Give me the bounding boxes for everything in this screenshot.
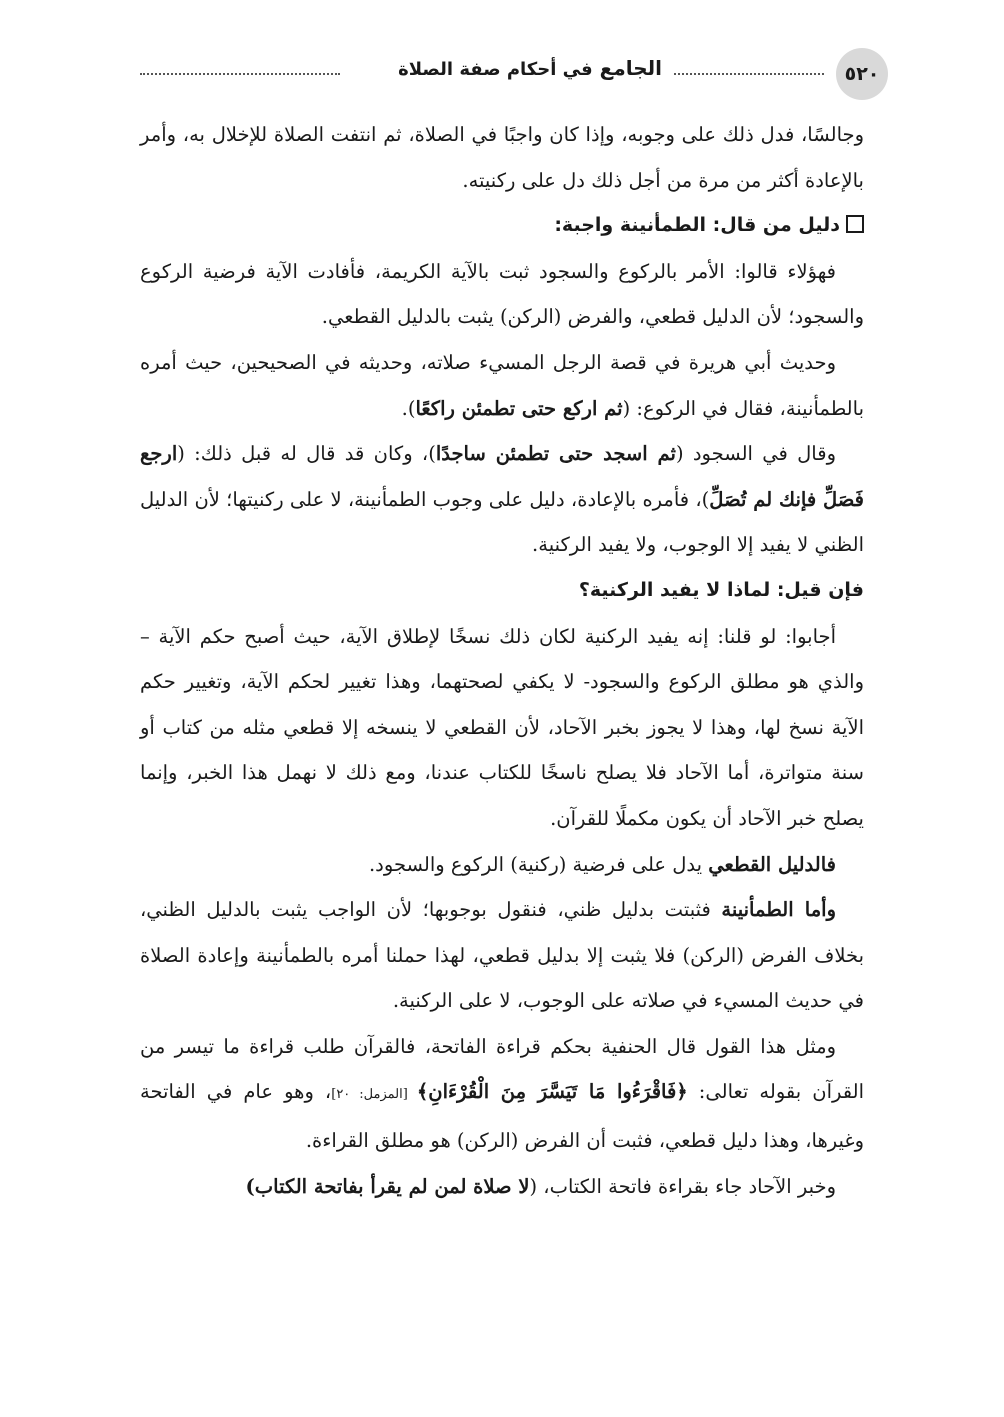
page-number-badge: ٥٢٠: [836, 48, 888, 100]
section-heading-2: فإن قيل: لماذا لا يفيد الركنية؟: [578, 578, 864, 601]
header-dotted-rule-right: [674, 73, 824, 75]
page-header: [140, 48, 888, 100]
p7-bold-lead: وأما الطمأنينة: [721, 898, 837, 922]
running-title: [398, 56, 662, 80]
paragraph-3: [140, 340, 864, 431]
square-bullet-icon: [846, 215, 864, 233]
header-dotted-rule-left: [140, 73, 340, 75]
paragraph-7: [140, 887, 864, 1024]
running-title-sub: في أحكام صفة الصلاة: [398, 59, 593, 80]
p6-text: يدل على فرضية (ركنية) الركوع والسجود.: [368, 852, 709, 876]
p6-bold-lead: فالدليل القطعي: [708, 852, 836, 876]
p9-text-a: وخبر الآحاد جاء بقراءة فاتحة الكتاب، (: [529, 1174, 836, 1198]
paragraph-1: وجالسًا، فدل ذلك على وجوبه، وإذا كان واجبًا في الصلاة، ثم انتفت الصلاة للإخلال به، وأمر بالإعادة أكثر من مرة من أجل ذلك دل على ركنيته.: [140, 123, 864, 192]
paragraph-4: [140, 431, 864, 568]
p3-text-c: ).: [401, 396, 416, 420]
verse-reference: [المزمل: ٢٠]: [331, 1087, 417, 1103]
paragraph-9: [140, 1164, 864, 1210]
p8-text-b: ، وهو عام في الفاتحة وغيرها، وهذا دليل قطعي، فثبت أن الفرض (الركن) هو مطلق القراءة.: [140, 1080, 864, 1153]
hadith-quote-sujud: ثم اسجد حتى تطمئن ساجدًا: [435, 442, 676, 466]
page-body: [140, 112, 864, 1209]
running-title-main: الجامع: [599, 56, 662, 80]
p9-text-c: ): [245, 1174, 255, 1198]
p8-text-a: ومثل هذا القول قال الحنفية بحكم قراءة الفاتحة، فالقرآن طلب قراءة ما تيسر من القرآن بقوله تعالى:: [140, 1034, 864, 1104]
paragraph-5: أجابوا: لو قلنا: إنه يفيد الركنية لكان ذلك نسخًا لإطلاق الآية، حيث أصبح حكم الآية –والذي هو مطلق الركوع والسجود- لا يكفي لصحتهما، وهذا تغيير لحكم الآية، وتغيير حكم الآية نسخ لها، وهذا لا يجوز بخبر الآحاد، لأن القطعي لا ينسخه إلا قطعي مثله من كتاب أو سنة متواترة، أما الآحاد فلا يصلح ناسخًا للكتاب عندنا، ومع ذلك لا نهمل هذا الخبر، وإنما يصلح خبر الآحاد أن يكون مكملًا للقرآن.: [140, 624, 864, 830]
paragraph-2: فهؤلاء قالوا: الأمر بالركوع والسجود ثبت بالآية الكريمة، فأفادت الآية فرضية الركوع والسجود؛ لأن الدليل قطعي، والفرض (الركن) يثبت بالدليل القطعي.: [140, 259, 864, 329]
p4-text-e: )، فأمره بالإعادة، دليل على وجوب الطمأنينة، لا على ركنيتها؛ لأن الدليل الظني لا يفيد إلا الوجوب، ولا يفيد الركنية.: [140, 487, 864, 557]
hadith-quote-fatiha: لا صلاة لمن لم يقرأ بفاتحة الكتاب: [254, 1174, 530, 1198]
section-heading-1: [140, 203, 864, 249]
paragraph-6: [140, 842, 864, 888]
hadith-quote-repeat: ارجع فَصَلِّ فإنك لم تُصَلِّ: [140, 442, 864, 511]
p3-text-a: وحديث أبي هريرة في قصة الرجل المسيء صلاته، وحديثه في الصحيحين، حيث أمره بالطمأنينة، فقال في الركوع: (: [140, 350, 864, 420]
hadith-quote-ruku: ثم اركع حتى تطمئن راكعًا: [415, 396, 623, 420]
quran-verse: ﴿فَاقْرَءُوا مَا تَيَسَّرَ مِنَ الْقُرْءَانِ﴾: [416, 1080, 688, 1104]
p4-text-a: وقال في السجود (: [675, 442, 836, 466]
p4-text-c: )، وكان قد قال له قبل ذلك: (: [177, 442, 436, 466]
p7-text: فثبتت بدليل ظني، فنقول بوجوبها؛ لأن الواجب يثبت بالدليل الظني، بخلاف الفرض (الركن) فلا يثبت إلا بدليل قطعي، لهذا حملنا أمره بالطمأنينة وإعادة الصلاة في حديث المسيء في صلاته على الوجوب، لا على الركنية.: [140, 898, 864, 1013]
paragraph-8: [140, 1024, 864, 1164]
section-heading-1-text: دليل من قال: الطمأنينة واجبة:: [554, 214, 840, 237]
